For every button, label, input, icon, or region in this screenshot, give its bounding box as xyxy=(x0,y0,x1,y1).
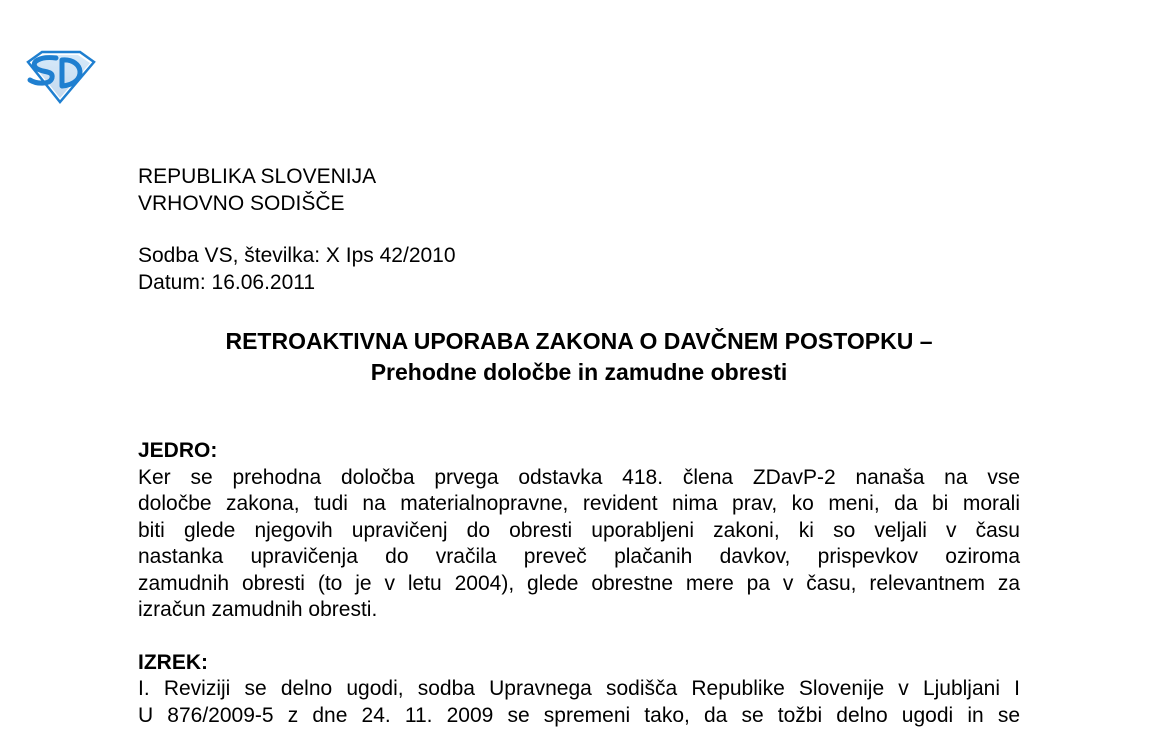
court-header xyxy=(138,164,1020,217)
jedro-section xyxy=(138,438,1020,624)
jedro-heading: JEDRO: xyxy=(138,439,218,462)
document-title xyxy=(138,326,1020,388)
case-number: Sodba VS, številka: X Ips 42/2010 xyxy=(138,244,456,267)
izrek-line: U 876/2009-5 z dne 24. 11. 2009 se spremeni tako, da se tožbi delno ugodi in se xyxy=(138,703,1020,727)
jedro-line: biti glede njegovih upravičenj do obresti uporabljeni zakoni, ki so veljali v času xyxy=(138,518,1020,542)
jedro-paragraph xyxy=(138,465,1020,624)
izrek-line: I. Reviziji se delno ugodi, sodba Upravnega sodišča Republike Slovenije v Ljubljani I xyxy=(138,677,1020,700)
jedro-line: izračun zamudnih obresti. xyxy=(138,598,378,621)
izrek-heading: IZREK: xyxy=(138,650,208,674)
court-name: VRHOVNO SODIŠČE xyxy=(138,191,345,215)
jedro-line: zamudnih obresti (to je v letu 2004), glede obrestne mere pa v času, relevantnem za xyxy=(138,571,1020,595)
izrek-paragraph xyxy=(138,676,1020,729)
document-page xyxy=(138,164,1020,729)
jedro-line: Ker se prehodna določba prvega odstavka 418. člena ZDavP-2 nanaša na vse xyxy=(138,465,1020,489)
jedro-line: nastanka upravičenja do vračila preveč plačanih davkov, prispevkov oziroma xyxy=(138,545,1020,568)
case-info xyxy=(138,243,1020,296)
title-line-1: RETROAKTIVNA UPORABA ZAKONA O DAVČNEM POSTOPKU – xyxy=(225,328,933,354)
case-date: Datum: 16.06.2011 xyxy=(138,270,316,294)
court-logo-icon xyxy=(22,48,96,104)
izrek-section xyxy=(138,650,1020,730)
title-line-2: Prehodne določbe in zamudne obresti xyxy=(370,359,788,385)
court-country: REPUBLIKA SLOVENIJA xyxy=(138,165,377,188)
jedro-line: določbe zakona, tudi na materialnopravne, revident nima prav, ko meni, da bi morali xyxy=(138,492,1020,515)
